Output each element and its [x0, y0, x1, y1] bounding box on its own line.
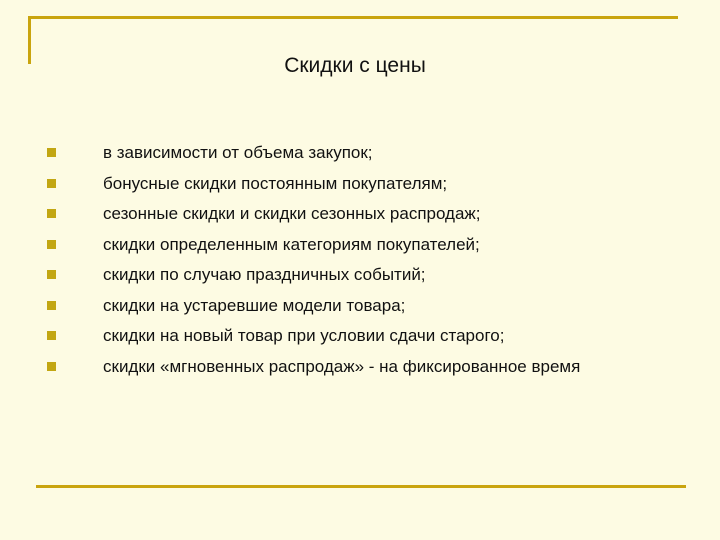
bottom-accent-rule — [36, 485, 686, 488]
list-item — [0, 169, 720, 200]
bullet-text: скидки определенным категориям покупателей; — [103, 234, 480, 254]
list-item — [0, 291, 720, 322]
slide-title: Скидки с цены — [284, 54, 426, 77]
list-item — [0, 260, 720, 291]
bullet-text: скидки «мгновенных распродаж» - на фиксированное время — [103, 356, 581, 376]
square-bullet-icon — [47, 301, 56, 310]
top-accent-rule — [28, 16, 678, 19]
bullet-text: скидки на устаревшие модели товара; — [103, 295, 406, 315]
list-item — [0, 321, 720, 352]
bullet-text: в зависимости от объема закупок; — [103, 143, 373, 162]
square-bullet-icon — [47, 148, 56, 157]
bullet-text: скидки на новый товар при условии сдачи старого; — [103, 326, 505, 345]
square-bullet-icon — [47, 179, 56, 188]
square-bullet-icon — [47, 270, 56, 279]
bullet-text: сезонные скидки и скидки сезонных распродаж; — [103, 204, 481, 223]
list-item — [0, 352, 720, 383]
bullet-text: бонусные скидки постоянным покупателям; — [103, 173, 448, 193]
square-bullet-icon — [47, 209, 56, 218]
list-item — [0, 138, 720, 169]
bullet-list — [0, 138, 720, 382]
square-bullet-icon — [47, 240, 56, 249]
list-item — [0, 230, 720, 261]
square-bullet-icon — [47, 362, 56, 371]
bullet-text: скидки по случаю праздничных событий; — [103, 265, 426, 284]
square-bullet-icon — [47, 331, 56, 340]
list-item — [0, 199, 720, 230]
